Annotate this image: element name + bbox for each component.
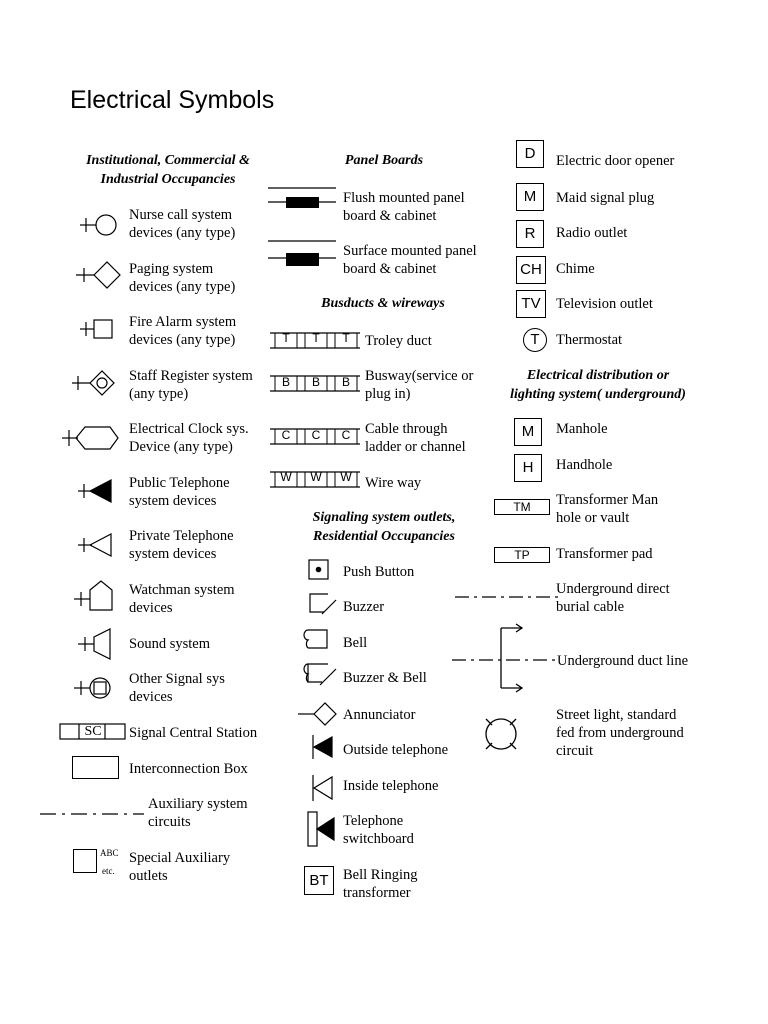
- label-fire-alarm: Fire Alarm system devices (any type): [129, 314, 237, 348]
- label-chime: Chime: [556, 261, 595, 277]
- sc-code: SC: [84, 724, 102, 739]
- label-busway: Busway(service or plug in): [365, 368, 474, 402]
- label-maid-signal: Maid signal plug: [556, 190, 655, 206]
- label-direct-burial-cable: Underground direct burial cable: [556, 581, 670, 615]
- label-television-outlet: Television outlet: [556, 296, 653, 312]
- clock-icon: [60, 425, 122, 451]
- label-push-button: Push Button: [343, 564, 415, 580]
- label-buzzer: Buzzer: [343, 599, 385, 615]
- watchman-icon: [72, 580, 116, 614]
- label-radio-outlet: Radio outlet: [556, 225, 628, 241]
- paging-icon: [74, 259, 124, 291]
- code-box-handhole: H: [514, 454, 542, 482]
- label-outside-telephone: Outside telephone: [343, 742, 449, 758]
- label-clock: Electrical Clock sys. Device (any type): [129, 421, 249, 455]
- wire-letter-1: W: [280, 470, 292, 484]
- label-auxiliary-circuits: Auxiliary system circuits: [148, 796, 248, 830]
- label-cable-ladder: Cable through ladder or channel: [365, 421, 466, 455]
- troley-letter-2: T: [312, 331, 320, 345]
- busway-letter-1: B: [281, 375, 290, 389]
- cable-letter-2: C: [311, 428, 321, 442]
- wire-letter-2: W: [310, 470, 322, 484]
- public-telephone-icon: [76, 478, 116, 504]
- label-public-telephone: Public Telephone system devices: [129, 475, 230, 509]
- code-box-ch: CH: [516, 256, 546, 284]
- inside-telephone-icon: [310, 773, 336, 803]
- label-street-light: Street light, standard fed from underground circuit: [556, 707, 684, 759]
- code-box-r: R: [516, 220, 544, 248]
- label-door-opener: Electric door opener: [556, 153, 675, 169]
- label-special-auxiliary: Special Auxiliary outlets: [129, 850, 231, 884]
- direct-burial-cable-icon: [455, 591, 559, 603]
- label-interconnection-box: Interconnection Box: [129, 761, 248, 777]
- telephone-switchboard-icon: [306, 810, 338, 848]
- label-nurse-call: Nurse call system devices (any type): [129, 207, 236, 241]
- col1-heading: Institutional, Commercial & Industrial Occupancies: [86, 153, 250, 187]
- label-wire-way: Wire way: [365, 475, 422, 491]
- thermostat-circle: T: [523, 328, 547, 352]
- annunciator-icon: [296, 700, 340, 728]
- duct-line-icon: [452, 620, 558, 696]
- wire-letter-3: W: [340, 470, 352, 484]
- signal-heading: Signaling system outlets, Residential Occupancies: [312, 510, 456, 544]
- push-button-icon: [308, 559, 330, 581]
- code-box-tv: TV: [516, 290, 546, 318]
- private-telephone-icon: [76, 532, 116, 558]
- label-troley-duct: Troley duct: [365, 333, 432, 349]
- label-surface-panel: Surface mounted panel board & cabinet: [343, 243, 477, 277]
- cable-letter-3: C: [341, 428, 351, 442]
- label-watchman: Watchman system devices: [129, 582, 235, 616]
- code-box-d: D: [516, 140, 544, 168]
- outside-telephone-icon: [310, 733, 336, 761]
- flush-panel-icon: [268, 185, 338, 213]
- label-sound-system: Sound system: [129, 636, 210, 652]
- bell-icon: [300, 628, 332, 652]
- label-other-signal: Other Signal sys devices: [129, 671, 225, 705]
- label-annunciator: Annunciator: [343, 707, 416, 723]
- bt-box: BT: [304, 866, 334, 895]
- staff-register-icon: [70, 368, 120, 398]
- etc-text: etc.: [102, 866, 115, 876]
- label-private-telephone: Private Telephone system devices: [129, 528, 234, 562]
- label-handhole: Handhole: [556, 457, 613, 473]
- buzzer-icon: [308, 592, 340, 616]
- buzzer-bell-icon: [300, 662, 340, 688]
- troley-letter-1: T: [282, 331, 290, 345]
- street-light-icon: [480, 712, 524, 756]
- label-transformer-pad: Transformer pad: [556, 546, 653, 562]
- auxiliary-circuit-icon: [40, 808, 144, 820]
- fire-alarm-icon: [78, 316, 118, 342]
- label-duct-line: Underground duct line: [557, 653, 689, 669]
- other-signal-icon: [72, 675, 116, 701]
- label-paging: Paging system devices (any type): [129, 261, 236, 295]
- label-bell: Bell: [343, 635, 368, 651]
- nurse-call-icon: [78, 210, 122, 240]
- abc-text: ABC: [100, 848, 119, 858]
- surface-panel-icon: [268, 238, 338, 268]
- label-transformer-manhole: Transformer Man hole or vault: [556, 492, 659, 526]
- special-auxiliary-icon: [73, 849, 97, 873]
- label-staff-register: Staff Register system (any type): [129, 368, 253, 402]
- label-bell-ringing-transformer: Bell Ringing transformer: [343, 867, 418, 901]
- page-title: Electrical Symbols: [70, 86, 275, 114]
- cable-letter-1: C: [281, 428, 291, 442]
- troley-letter-3: T: [342, 331, 350, 345]
- sound-system-icon: [76, 627, 116, 661]
- code-box-tp: TP: [494, 547, 550, 563]
- label-manhole: Manhole: [556, 421, 608, 437]
- busway-letter-2: B: [311, 375, 320, 389]
- code-box-m: M: [516, 183, 544, 211]
- busway-letter-3: B: [341, 375, 350, 389]
- label-buzzer-bell: Buzzer & Bell: [343, 670, 427, 686]
- busduct-heading: Busducts & wireways: [321, 296, 445, 311]
- label-telephone-switchboard: Telephone switchboard: [343, 813, 414, 847]
- label-signal-central-station: Signal Central Station: [129, 725, 258, 741]
- interconnection-box-icon: [72, 756, 119, 779]
- dist-heading: Electrical distribution or lighting system( underground): [510, 368, 686, 402]
- panel-heading: Panel Boards: [344, 153, 424, 168]
- label-thermostat: Thermostat: [556, 332, 623, 348]
- label-flush-panel: Flush mounted panel board & cabinet: [343, 190, 465, 224]
- code-box-tm: TM: [494, 499, 550, 515]
- label-inside-telephone: Inside telephone: [343, 778, 439, 794]
- code-box-manhole: M: [514, 418, 542, 446]
